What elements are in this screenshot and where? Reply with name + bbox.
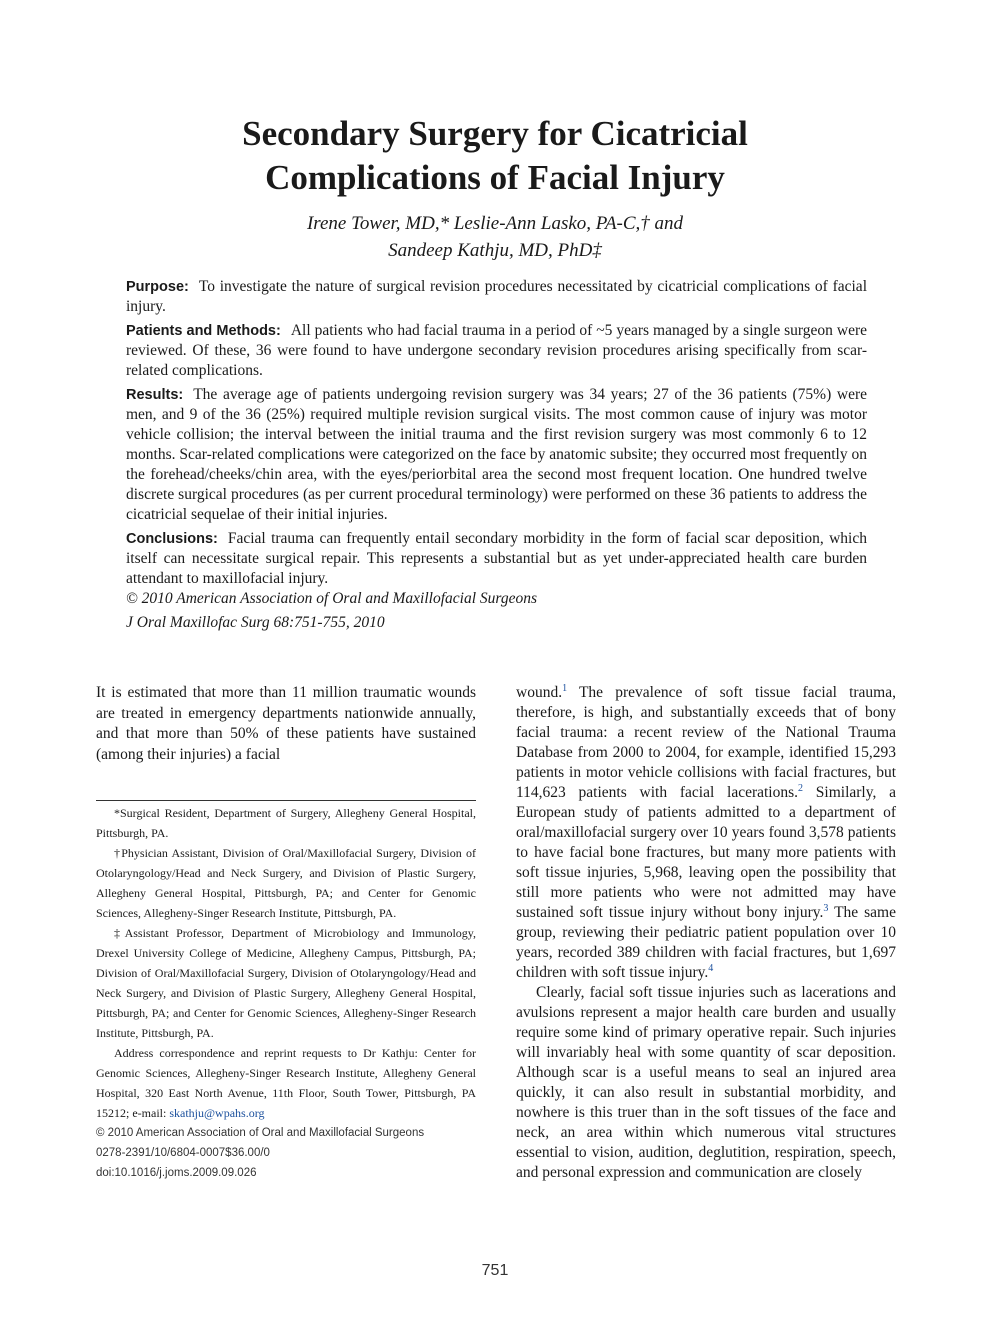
footnote-author-3: ‡Assistant Professor, Department of Microbiology and Immunology, Drexel University College of Medicine, Allegheny Campus, Pittsburgh, PA; Division of Oral/Maxillofacial Surgery, Division of Otolaryngology/Head and Neck Surgery, and Division of Plastic Surgery, Allegheny General Hospital, Pittsburgh, PA; and Center for Genomic Sciences, Allegheny-Singer Research Institute, Pittsburgh, PA. — [96, 926, 476, 1040]
footnote-correspondence — [96, 1043, 476, 1123]
footnote-author-2: †Physician Assistant, Division of Oral/Maxillofacial Surgery, Division of Otolaryngology/Head and Neck Surgery, and Division of Plastic Surgery, Allegheny General Hospital, Pittsburgh, PA; and Center for Genomic Sciences, Allegheny-Singer Research Institute, Pittsburgh, PA. — [96, 846, 476, 920]
body-text: The prevalence of soft tissue facial trauma, therefore, is high, and substantially exceeds that of bony facial trauma: a recent review of the National Trauma Database from 2000 to 2004, for example, identified 15,293 patients in motor vehicle collisions with facial fractures, but 114,623 patients with facial lacerations. — [516, 684, 896, 801]
methods-text: All patients who had facial trauma in a period of ~5 years managed by a single surgeon were reviewed. Of these, 36 were found to have undergone secondary revision procedures arising specifically from scar-related complications. — [126, 322, 867, 379]
right-column — [516, 683, 896, 1183]
article-title — [0, 112, 990, 200]
footnote-issn: 0278-2391/10/6804-0007$36.00/0 — [96, 1147, 270, 1159]
results-label: Results: — [126, 387, 184, 403]
author-list — [0, 210, 990, 264]
authors-line-1: Irene Tower, MD,* Leslie-Ann Lasko, PA-C,† and — [306, 213, 684, 234]
reference-link-3[interactable]: 3 — [823, 902, 829, 914]
abstract-copyright: © 2010 American Association of Oral and Maxillofacial Surgeons — [126, 590, 538, 607]
conclusions-label: Conclusions: — [126, 531, 218, 547]
left-column — [96, 683, 476, 765]
body-text: The same group, reviewing their pediatric patient population over 10 years, recorded 389 children with facial fractures, but 1,697 children with soft tissue injury. — [516, 904, 896, 981]
reference-link-4[interactable]: 4 — [708, 962, 714, 974]
body-paragraph-1 — [516, 683, 896, 983]
conclusions-text: Facial trauma can frequently entail secondary morbidity in the form of facial scar deposition, which itself can necessitate surgical repair. This represents a substantial but as yet under-appreciated health care burden attendant to maxillofacial injury. — [126, 530, 867, 587]
body-text: wound. — [516, 684, 563, 701]
body-text: Similarly, a European study of patients admitted to a department of oral/maxillofacial surgery over 10 years found 3,578 patients to have facial bone fractures, but many more patients with soft tissue injuries, 5,968, leaving open the possibility that still more patients who were not admitted may have sustained soft tissue injury without bony injury. — [516, 784, 896, 921]
reference-link-2[interactable]: 2 — [798, 782, 804, 794]
abstract-results — [126, 385, 867, 525]
journal-citation: J Oral Maxillofac Surg 68:751-755, 2010 — [126, 614, 385, 631]
title-line-1: Secondary Surgery for Cicatricial — [242, 114, 748, 153]
abstract-conclusions — [126, 529, 867, 589]
footnotes — [96, 803, 476, 1183]
body-paragraph-2: Clearly, facial soft tissue injuries such as lacerations and avulsions represent a major health care burden and usually require some kind of primary operative repair. Such injuries will invariably heal with some quantity of scar deposition. Although scar is a useful means to seal an injured area quickly, it can also result in substantial morbidity, and nowhere is this truer than in the soft tissues of the face and neck, an area within which numerous vital structures essential to vision, audition, deglutition, respiration, speech, and personal expression and communication are closely — [516, 984, 896, 1181]
footnote-divider — [96, 800, 476, 801]
page-number: 751 — [481, 1262, 509, 1279]
correspondence-text: Address correspondence and reprint requests to Dr Kathju: Center for Genomic Sciences, Allegheny-Singer Research Institute, Allegheny General Hospital, 320 East North Avenue, 11th Floor, South Tower, Pittsburgh, PA 15212; e-mail: — [96, 1046, 476, 1120]
abstract — [126, 277, 867, 637]
footnote-doi: doi:10.1016/j.joms.2009.09.026 — [96, 1167, 257, 1179]
title-line-2: Complications of Facial Injury — [265, 158, 725, 197]
abstract-purpose — [126, 277, 867, 317]
footnote-author-1: *Surgical Resident, Department of Surgery, Allegheny General Hospital, Pittsburgh, PA. — [96, 806, 476, 840]
correspondence-email-link[interactable]: skathju@wpahs.org — [169, 1106, 265, 1120]
results-text: The average age of patients undergoing revision surgery was 34 years; 27 of the 36 patients (75%) were men, and 9 of the 36 (25%) required multiple revision surgical visits. The most common cause of injury was motor vehicle collision; the interval between the initial trauma and the first revision surgery was most commonly 6 to 12 months. Scar-related complications were categorized on the face by anatomic subsite; they occurred most frequently on the forehead/cheeks/chin area, with the eyes/periorbital area the second most frequent location. One hundred twelve discrete surgical procedures (as per current procedural terminology) were performed on these 36 patients to address the cicatricial sequelae of their initial injuries. — [126, 386, 867, 523]
purpose-label: Purpose: — [126, 279, 189, 295]
abstract-methods — [126, 321, 867, 381]
methods-label: Patients and Methods: — [126, 323, 281, 339]
intro-paragraph: It is estimated that more than 11 million traumatic wounds are treated in emergency departments nationwide annually, and that more than 50% of these patients have sustained (among their injuries) a facial — [96, 684, 476, 763]
footnote-copyright: © 2010 American Association of Oral and Maxillofacial Surgeons — [96, 1127, 425, 1139]
authors-line-2: Sandeep Kathju, MD, PhD‡ — [388, 240, 602, 261]
purpose-text: To investigate the nature of surgical revision procedures necessitated by cicatricial complications of facial injury. — [126, 278, 867, 315]
reference-link-1[interactable]: 1 — [562, 682, 568, 694]
